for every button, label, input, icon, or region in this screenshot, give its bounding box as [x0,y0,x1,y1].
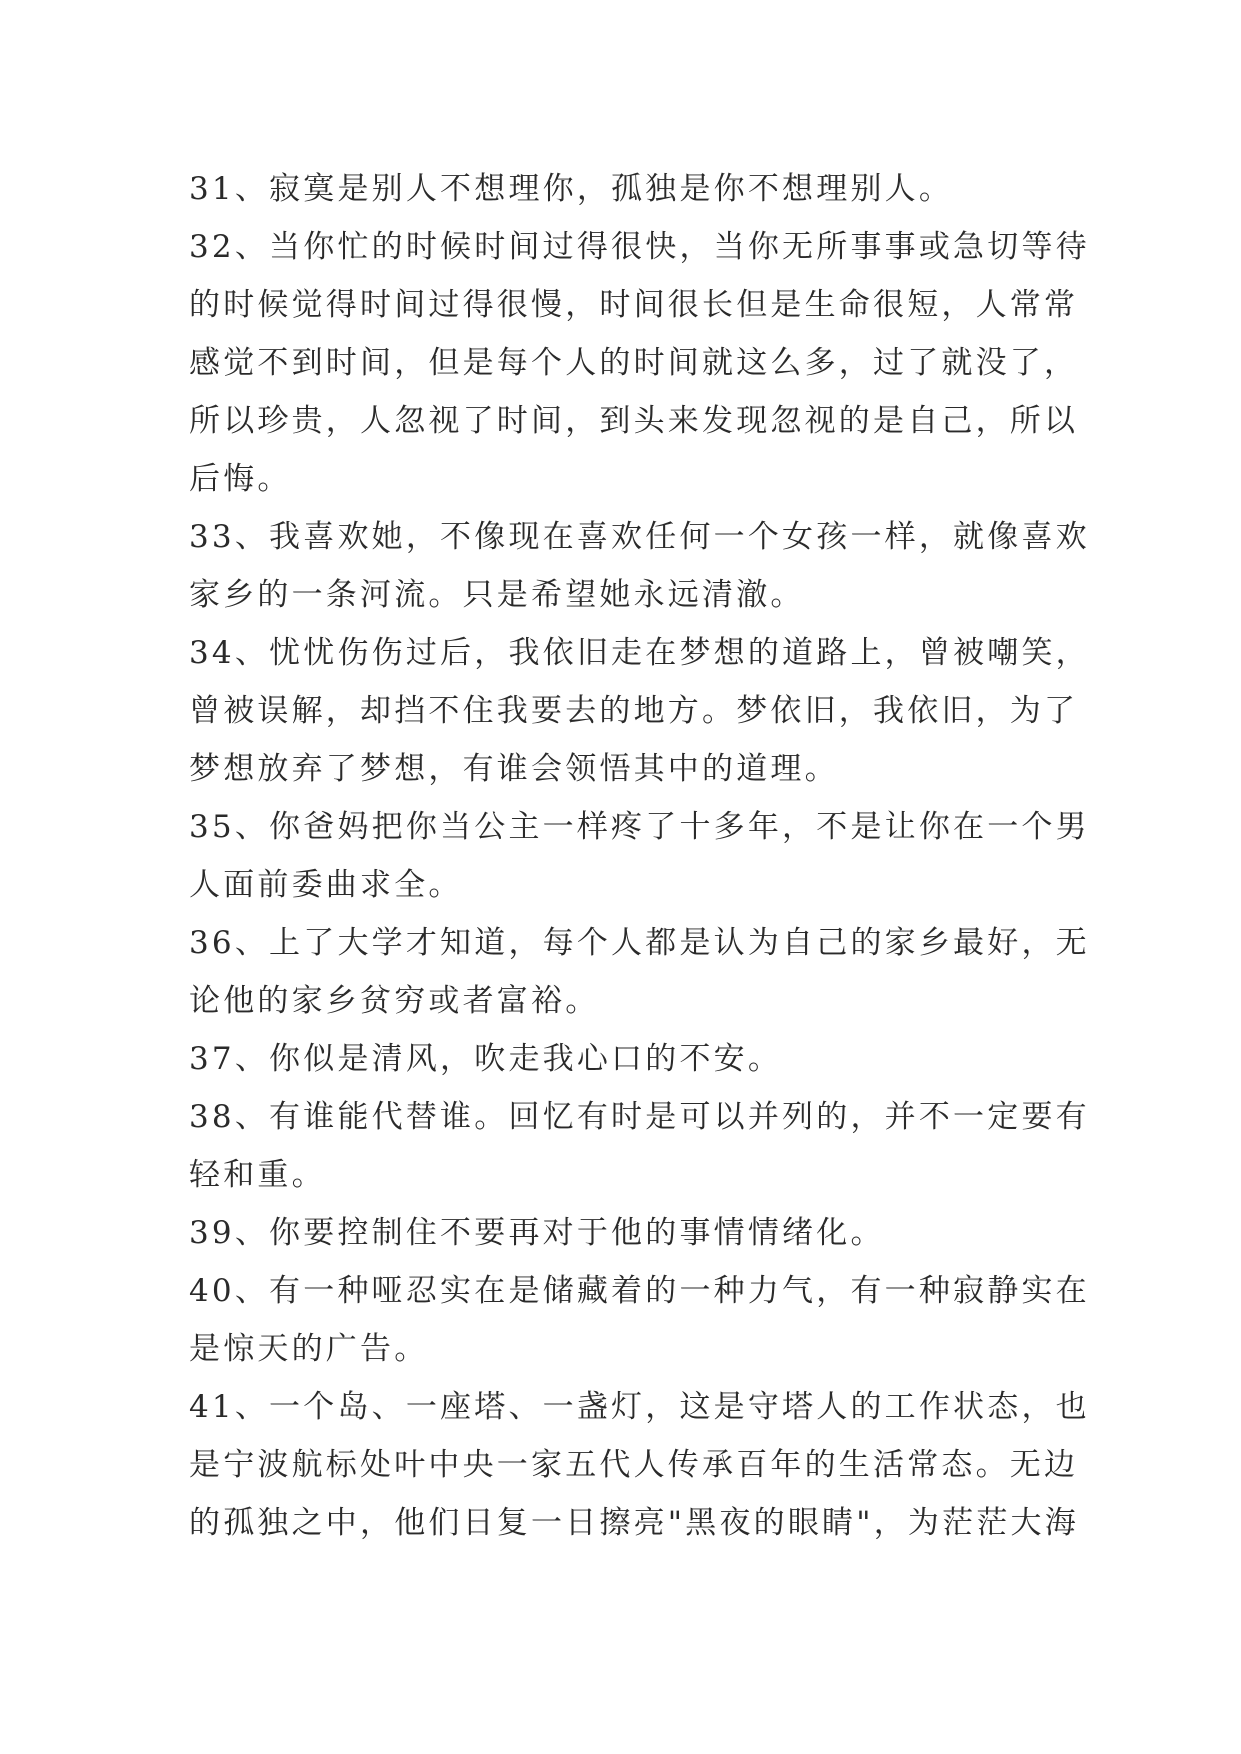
text-line: 后悔。 [189,461,292,497]
text-line: 36、上了大学才知道，每个人都是认为自己的家乡最好，无 [189,925,1090,961]
text-line: 人面前委曲求全。 [189,867,463,903]
text-line: 曾被误解，却挡不住我要去的地方。梦依旧，我依旧，为了 [189,693,1079,729]
text-line: 37、你似是清风，吹走我心口的不安。 [189,1041,783,1077]
text-line: 38、有谁能代替谁。回忆有时是可以并列的，并不一定要有 [189,1099,1090,1135]
text-line: 是惊天的广告。 [189,1331,429,1367]
text-line: 33、我喜欢她，不像现在喜欢任何一个女孩一样，就像喜欢 [189,519,1090,555]
text-line: 论他的家乡贫穷或者富裕。 [189,983,600,1019]
text-line: 41、一个岛、一座塔、一盏灯，这是守塔人的工作状态，也 [189,1389,1090,1425]
text-line: 家乡的一条河流。只是希望她永远清澈。 [189,577,805,613]
text-line: 的时候觉得时间过得很慢，时间很长但是生命很短，人常常 [189,287,1079,323]
text-line: 所以珍贵，人忽视了时间，到头来发现忽视的是自己，所以 [189,403,1079,439]
text-line: 感觉不到时间，但是每个人的时间就这么多，过了就没了， [189,345,1079,381]
text-line: 40、有一种哑忍实在是储藏着的一种力气，有一种寂静实在 [189,1273,1090,1309]
text-line: 34、忧忧伤伤过后，我依旧走在梦想的道路上，曾被嘲笑， [189,635,1090,671]
document-text [189,160,1090,1552]
text-line: 31、寂寞是别人不想理你，孤独是你不想理别人。 [189,171,954,207]
text-line: 梦想放弃了梦想，有谁会领悟其中的道理。 [189,751,839,787]
text-line: 35、你爸妈把你当公主一样疼了十多年，不是让你在一个男 [189,809,1090,845]
text-line: 的孤独之中，他们日复一日擦亮"黑夜的眼睛"，为茫茫大海 [189,1505,1079,1541]
text-line: 是宁波航标处叶中央一家五代人传承百年的生活常态。无边 [189,1447,1079,1483]
text-line: 轻和重。 [189,1157,326,1193]
text-line: 39、你要控制住不要再对于他的事情情绪化。 [189,1215,885,1251]
text-line: 32、当你忙的时候时间过得很快，当你无所事事或急切等待 [189,229,1090,265]
